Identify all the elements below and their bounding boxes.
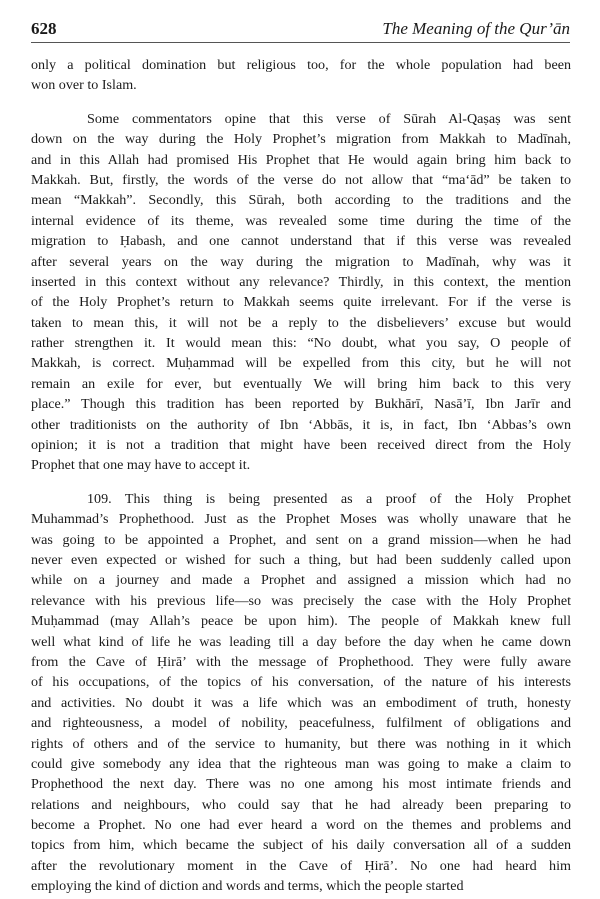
text-line: place.” Though this tradition has been reported by Bukhārī, Nasā’ī, Ibn Jarīr and (31, 396, 571, 413)
page-header (31, 18, 570, 43)
running-title: The Meaning of the Qur’ān (382, 19, 570, 38)
text-line: Prophet that one may have to accept it. (31, 457, 251, 474)
text-line: relevance with his previous life—so was precisely the case with the Holy Prophet (31, 592, 571, 609)
text-line: and activities. No doubt it was a life which was an embodiment of truth, honesty (31, 694, 571, 711)
text-line: other traditionists on the authority of Ibn ‘Abbās, it is, in fact, Ibn ‘Abbas’s own (31, 416, 571, 433)
text-line: Some commentators opine that this verse of Sūrah Al-Qaṣaṣ was sent (87, 110, 571, 127)
text-line: rather strengthen it. It would mean this: “No doubt, what you say, O people of (31, 335, 571, 352)
text-line: of the Holy Prophet’s return to Makkah seems quite irrelevant. For if the verse is (31, 294, 571, 311)
text-line: relations and neighbours, who could say that he had already been preparing to (31, 796, 571, 813)
text-line: and righteousness, a model of nobility, peacefulness, fulfilment of obligations and (31, 715, 571, 732)
text-line: after several years on the way during the migration to Madīnah, why was it (31, 253, 571, 270)
text-line: Muhammad’s Prophethood. Just as the Prophet Moses was wholly unaware that he (31, 511, 571, 528)
text-line: 109. This thing is being presented as a proof of the Holy Prophet (87, 490, 571, 507)
text-line: Prophethood the next day. There was no one among his most intimate friends and (31, 776, 571, 793)
text-line: topics from him, which became the subject of his daily conversation all of a sudden (31, 837, 571, 854)
text-line: Makkah. But, firstly, the words of the verse do not allow that “ma‘ād” be taken to (31, 171, 571, 188)
paragraph (31, 109, 571, 476)
paragraph-gap (31, 96, 571, 109)
text-line: Muḥammad (may Allah’s peace be upon him). The people of Makkah knew full (31, 613, 571, 630)
text-line: well what kind of life he was leading till a day before the day when he came down (31, 633, 571, 650)
text-line: migration to Ḥabash, and one cannot understand that if this verse was revealed (31, 233, 571, 250)
text-line: of his occupations, of the topics of his conversation, of the nature of his interests (31, 674, 571, 691)
text-line: rights of others and of the service to humanity, but there was nothing in it which (31, 735, 571, 752)
text-line: never even expected or wished for such a thing, but had been suddenly called upon (31, 551, 571, 568)
paragraph (31, 489, 571, 897)
text-line: won over to Islam. (31, 77, 137, 94)
text-line: employing the kind of diction and words and terms, which the people started (31, 878, 464, 895)
text-line: could give somebody any idea that the righteous man was going to make a claim to (31, 755, 571, 772)
text-line: inserted in this context without any relevance? Thirdly, in this context, the mention (31, 273, 571, 290)
text-line: internal evidence of its theme, was revealed some time during the time of the (31, 212, 571, 229)
text-line: become a Prophet. No one had ever heard a word on the themes and problems and (31, 817, 571, 834)
text-line: opinion; it is not a tradition that might have been received direct from the Holy (31, 437, 571, 454)
text-line: and in this Allah had promised His Prophet that He would again bring him back to (31, 151, 571, 168)
text-line: was going to be appointed a Prophet, and sent on a grand mission—when he had (31, 531, 571, 548)
page-body (31, 55, 571, 897)
text-line: while on a journey and made a Prophet and assigned a mission which had no (31, 572, 571, 589)
text-line: remain an exile for ever, but eventually We will bring him back to this very (31, 375, 571, 392)
text-line: from the Cave of Ḥirā’ with the message of Prophethood. They were fully aware (31, 653, 571, 670)
paragraph (31, 55, 571, 96)
page-number: 628 (31, 19, 57, 38)
paragraph-gap (31, 476, 571, 489)
text-line: only a political domination but religious too, for the whole population had been (31, 57, 571, 73)
text-line: taken to mean this, it will not be a reply to the disbelievers’ excuse but would (31, 314, 571, 331)
text-line: mean “Makkah”. Secondly, this Sūrah, both according to the traditions and the (31, 192, 571, 209)
text-line: down on the way during the Holy Prophet’s migration from Makkah to Madīnah, (31, 131, 571, 148)
text-line: Makkah, is correct. Muḥammad will be expelled from this city, but he will not (31, 355, 571, 372)
text-line: after the revolutionary moment in the Cave of Ḥirā’. No one had heard him (31, 857, 571, 874)
